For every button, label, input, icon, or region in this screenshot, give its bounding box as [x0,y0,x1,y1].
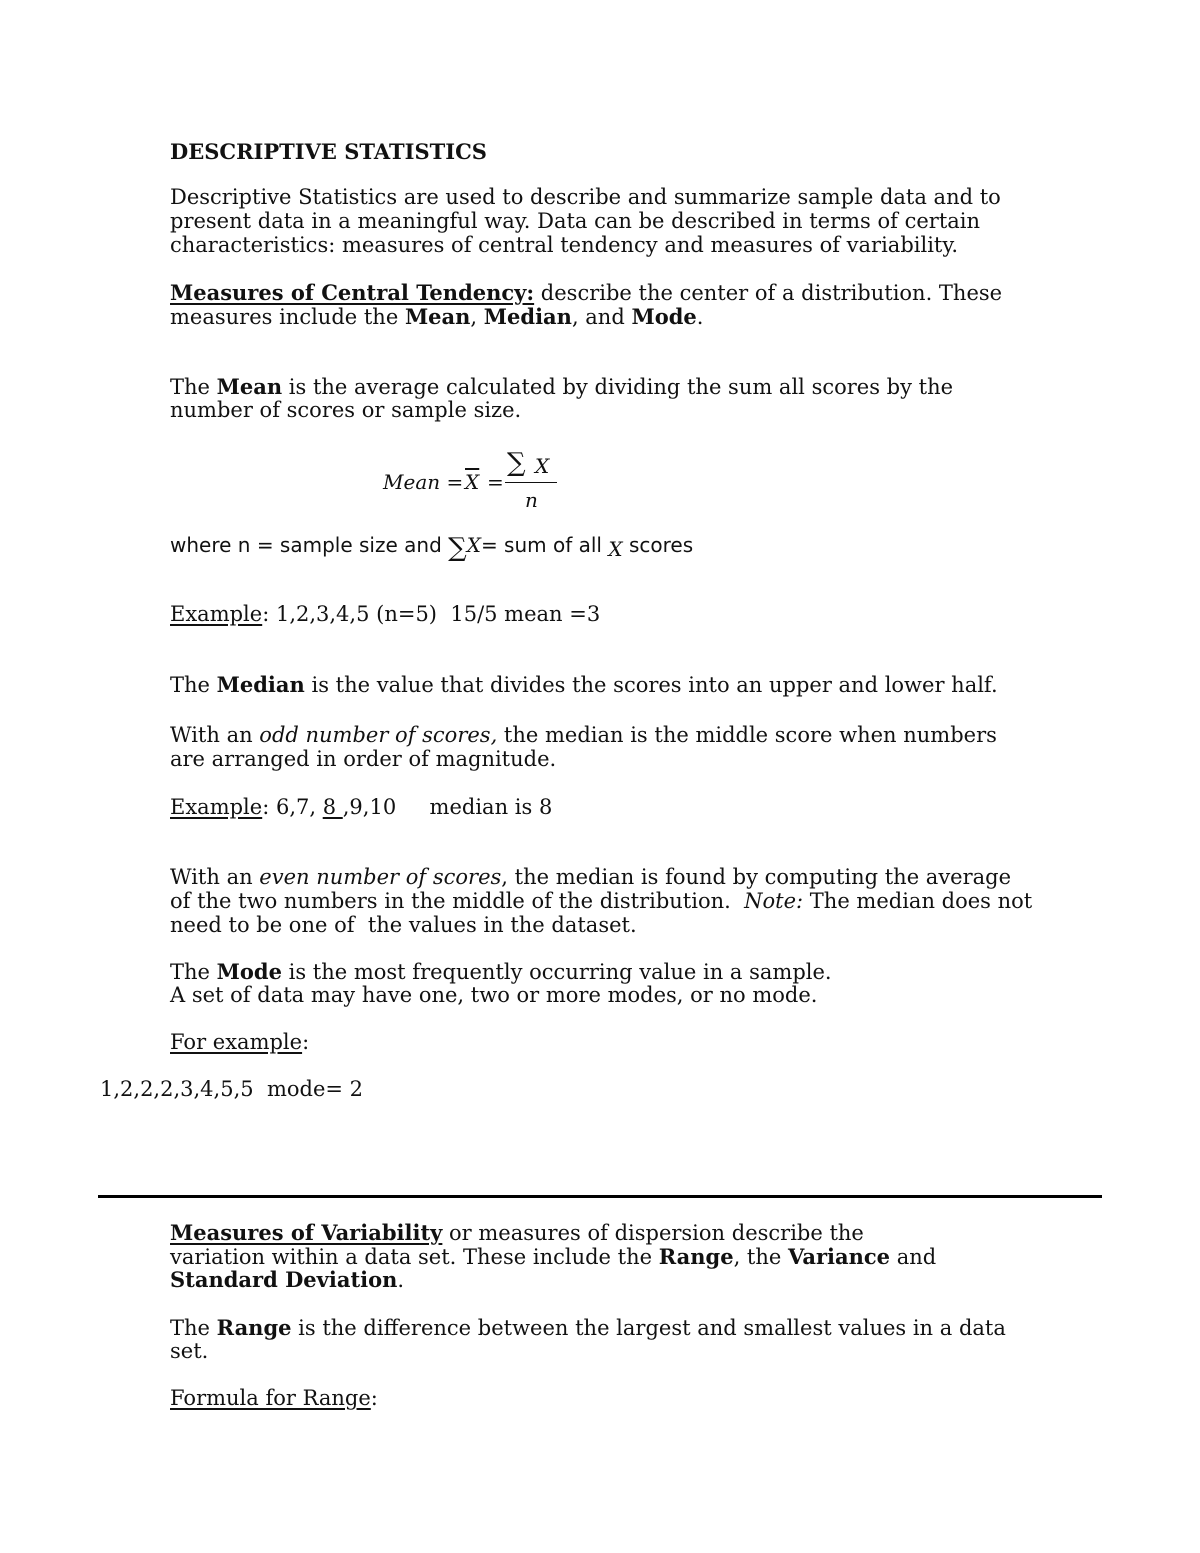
range-formula-line [170,1387,378,1410]
median-definition [170,673,998,697]
text: : 6,7, [262,795,323,819]
period: . [397,1268,405,1292]
even-number-term: even number of scores [259,865,502,889]
range-term: Range [658,1244,734,1269]
text: The median does not [803,889,1033,913]
text: With an [170,865,260,889]
note-label: Note: [744,889,804,913]
text: , the [733,1245,788,1269]
mode-definition-line-2: A set of data may have one, two or more modes, or no mode. [170,983,818,1007]
text: With an [170,723,260,747]
section-divider [98,1195,1102,1198]
formula-equals: = [487,470,504,494]
period: . [696,305,704,329]
example-label: Example [170,795,263,819]
mode-example: 1,2,2,2,3,4,5,5 mode= 2 [100,1077,364,1101]
mean-term: Mean [404,304,471,329]
fraction-bar [505,482,557,483]
mode-term: Mode [631,304,697,329]
text: : 1,2,3,4,5 (n=5) 15/5 mean =3 [262,602,601,626]
text: the median is the middle score when numbers [497,723,997,747]
sigma-icon: ∑ [507,448,526,478]
intro-line-1: Descriptive Statistics are used to describe and summarize sample data and to [170,185,1001,209]
example-mean [170,603,600,626]
variability-line-1 [170,1221,864,1245]
central-tendency-line-2 [170,305,703,329]
text: ,9,10 median is 8 [342,795,553,819]
mean-term: Mean [216,374,283,399]
median-term: Median [216,672,305,697]
mean-definition-line-1 [170,375,953,399]
variability-label: Measures of Variability [170,1220,443,1245]
standard-deviation-term: Standard Deviation [170,1267,398,1292]
range-term: Range [216,1315,292,1340]
middle-value: 8 [322,795,343,819]
odd-number-term: odd number of scores, [259,723,498,747]
where-line [170,534,693,561]
separator: , and [571,305,632,329]
text: scores [622,533,694,557]
formula-denominator-n: n [525,488,538,512]
for-example-line [170,1031,309,1054]
variability-line-2 [170,1245,936,1269]
mean-definition-line-2: number of scores or sample size. [170,398,522,422]
text: is the value that divides the scores into an upper and lower half. [304,673,998,697]
text: , the median is found by computing the average [501,865,1012,889]
central-tendency-line-1 [170,281,1002,305]
text: of the two numbers in the middle of the distribution. [170,889,745,913]
range-formula-label: Formula for Range [170,1386,371,1410]
even-scores-line-3: need to be one of the values in the dataset. [170,913,637,937]
mean-formula [383,448,583,518]
text: or measures of dispersion describe the [442,1221,864,1245]
text: = sum of all [480,533,609,557]
even-scores-line-1 [170,866,1011,889]
variance-term: Variance [788,1244,891,1269]
central-tendency-label: Measures of Central Tendency: [170,280,535,305]
text: is the average calculated by dividing the sum all scores by the [282,375,954,399]
variability-line-3 [170,1268,404,1292]
page-title: DESCRIPTIVE STATISTICS [170,139,487,164]
example-median [170,796,552,819]
text: variation within a data set. These include the [170,1245,659,1269]
text: The [170,375,217,399]
sigma-icon: ∑ [448,533,467,563]
central-tendency-text: describe the center of a distribution. These [534,281,1003,305]
text: is the most frequently occurring value in a sample. [281,960,832,984]
colon: : [302,1030,310,1054]
for-example-label: For example [170,1030,303,1054]
text: The [170,1316,217,1340]
colon: : [370,1386,378,1410]
odd-scores-line-2: are arranged in order of magnitude. [170,747,557,771]
range-definition-line-2: set. [170,1339,209,1363]
text: is the difference between the largest and smallest values in a data [291,1316,1006,1340]
mode-definition-line-1 [170,960,832,984]
text: The [170,960,217,984]
text: and [890,1245,937,1269]
odd-scores-line-1 [170,724,997,747]
formula-numerator-x: X [535,454,550,478]
example-label: Example [170,602,263,626]
intro-line-2: present data in a meaningful way. Data can be described in terms of certain [170,209,981,233]
x-symbol: X [466,533,481,557]
formula-xbar: $\overline{X}$ [465,470,480,494]
separator: , [470,305,484,329]
x-symbol: X [608,537,623,561]
even-scores-line-2 [170,890,1032,913]
range-definition-line-1 [170,1316,1006,1340]
median-term: Median [483,304,572,329]
mode-term: Mode [216,959,282,984]
text: The [170,673,217,697]
text: where n = sample size and [170,533,449,557]
intro-line-3: characteristics: measures of central tendency and measures of variability. [170,233,959,257]
measures-include-text: measures include the [170,305,405,329]
formula-lhs: Mean = [383,470,464,494]
